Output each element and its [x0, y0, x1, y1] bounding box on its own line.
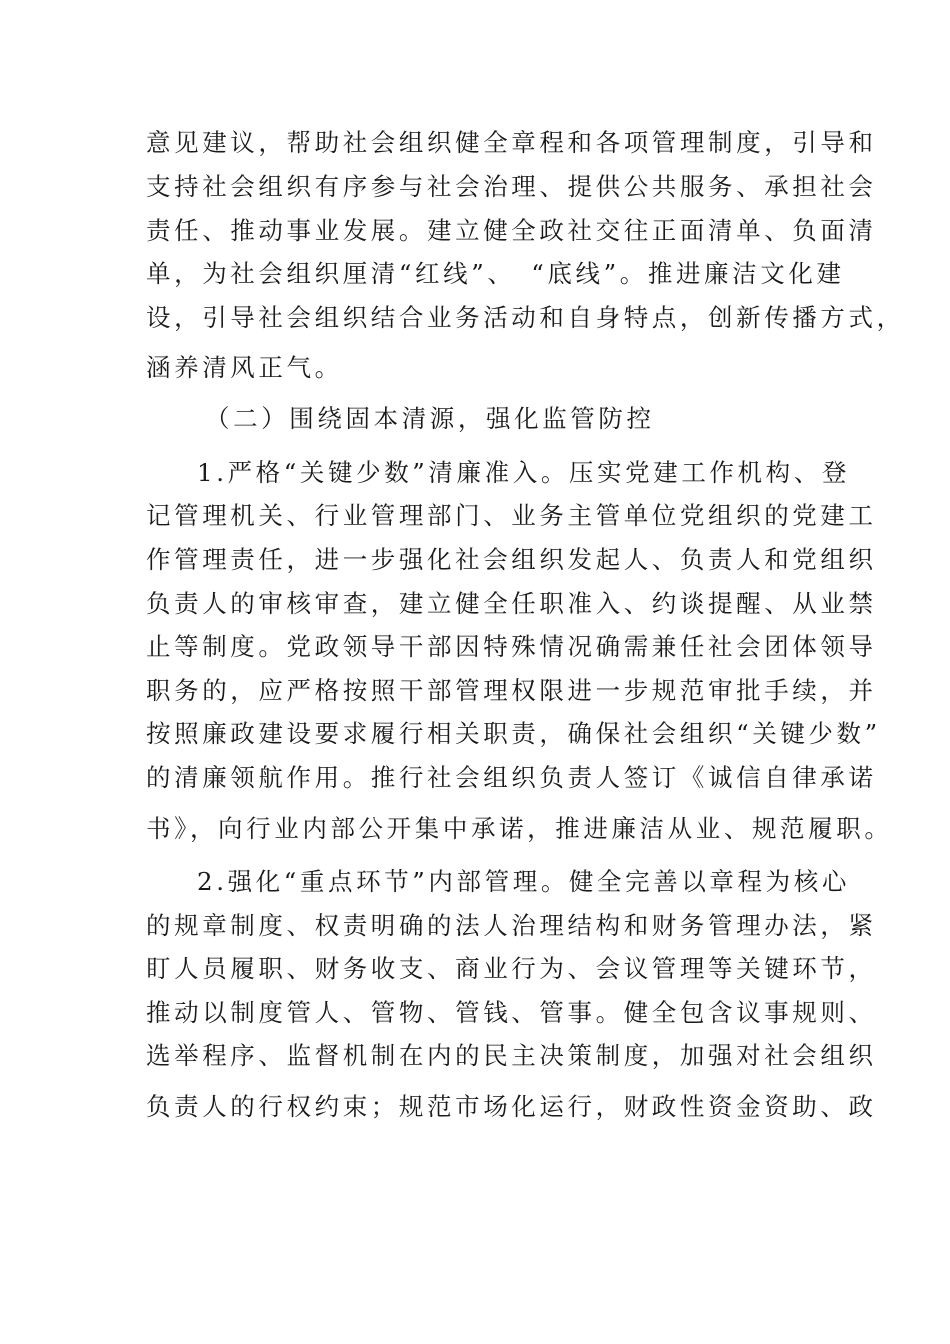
paragraph-line-20: 选举程序、监督机制在内的民主决策制度，加强对社会组织	[146, 1041, 877, 1070]
paragraph-line-13: 按照廉政建设要求履行相关职责，确保社会组织“关键少数”	[146, 719, 881, 748]
paragraph-line-2: 支持社会组织有序参与社会治理、提供公共服务、承担社会	[146, 172, 877, 201]
paragraph-line-3: 责任、推动事业发展。建立健全政社交往正面清单、负面清	[146, 216, 877, 245]
paragraph-line-9: 作管理责任，进一步强化社会组织发起人、负责人和党组织	[146, 545, 877, 574]
paragraph-line-17: 的规章制度、权责明确的法人治理结构和财务管理办法，紧	[146, 911, 877, 940]
paragraph-line-12: 职务的，应严格按照干部管理权限进一步规范审批手续，并	[146, 676, 877, 705]
paragraph-line-1: 意见建议，帮助社会组织健全章程和各项管理制度，引导和	[146, 128, 877, 157]
paragraph-line-21: 负责人的行权约束；规范市场化运行，财政性资金资助、政	[146, 1092, 877, 1121]
paragraph-line-6: 涵养清风正气。	[146, 353, 343, 382]
section-heading: （二）围绕固本清源，强化监管防控	[205, 404, 655, 433]
paragraph-line-15: 书》，向行业内部公开集中承诺，推进廉洁从业、规范履职。	[146, 814, 893, 843]
paragraph-line-19: 推动以制度管人、管物、管钱、管事。健全包含议事规则、	[146, 998, 877, 1027]
paragraph-line-5: 设，引导社会组织结合业务活动和自身特点，创新传播方式，	[146, 303, 905, 332]
paragraph-line-16: 2.强化“重点环节”内部管理。健全完善以章程为核心	[197, 867, 850, 896]
paragraph-line-14: 的清廉领航作用。推行社会组织负责人签订《诚信自律承诺	[146, 763, 877, 792]
paragraph-line-10: 负责人的审核审查，建立健全任职准入、约谈提醒、从业禁	[146, 589, 877, 618]
paragraph-line-11: 止等制度。党政领导干部因特殊情况确需兼任社会团体领导	[146, 632, 877, 661]
paragraph-line-4: 单，为社会组织厘清“红线”、 “底线”。推进廉洁文化建	[146, 259, 845, 288]
paragraph-line-7: 1.严格“关键少数”清廉准入。压实党建工作机构、登	[197, 458, 850, 487]
paragraph-line-8: 记管理机关、行业管理部门、业务主管单位党组织的党建工	[146, 501, 877, 530]
paragraph-line-18: 盯人员履职、财务收支、商业行为、会议管理等关键环节，	[146, 954, 877, 983]
